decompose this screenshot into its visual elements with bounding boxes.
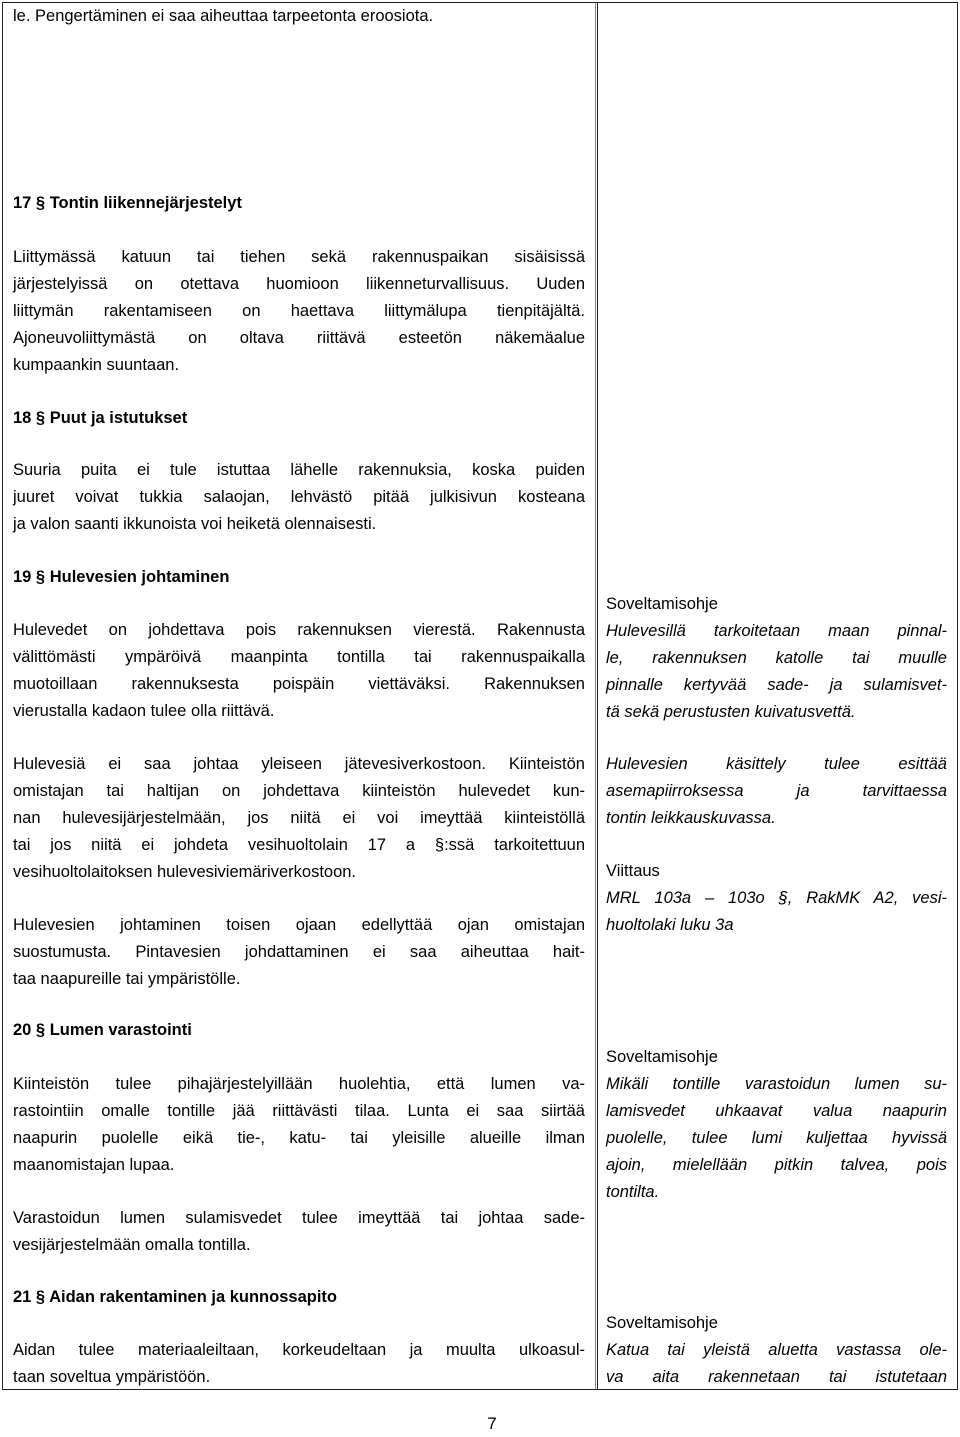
section-19-line: muotoillaan rakennuksesta poispäin viettäväksi. Rakennuksen	[13, 675, 585, 693]
section-19-line: suostumusta. Pintavesien johdattaminen ei saa aiheuttaa hait-	[13, 943, 585, 961]
page-number: 7	[487, 1414, 497, 1433]
section-17-line: Liittymässä katuun tai tiehen sekä rakennuspaikan sisäisissä	[13, 248, 585, 266]
section-17-line: järjestelyissä on otettava huomioon liikenneturvallisuus. Uuden	[13, 275, 585, 293]
side-note-label: Viittaus	[606, 862, 660, 880]
section-19-line: Hulevedet on johdettava pois rakennuksen vierestä. Rakennusta	[13, 621, 585, 639]
section-19-heading: 19 § Hulevesien johtaminen	[13, 568, 230, 586]
section-19-line: vierustalla kadaon tulee olla riittävä.	[13, 702, 275, 720]
section-17-line: kumpaankin suuntaan.	[13, 356, 180, 374]
section-19-line: vesihuoltolaitoksen hulevesiviemäriverkostoon.	[13, 863, 357, 881]
section-18-line: Suuria puita ei tule istuttaa lähelle rakennuksia, koska puiden	[13, 461, 585, 479]
section-19-line: omistajan tai haltijan on johdettava kiinteistön hulevedet kun-	[13, 782, 585, 800]
section-19-line: nan hulevesijärjestelmään, jos niitä ei voi imeyttää kiinteistöllä	[13, 809, 585, 827]
side-note-line: asemapiirroksessa ja tarvittaessa	[606, 782, 947, 800]
section-18-heading: 18 § Puut ja istutukset	[13, 409, 188, 427]
section-20-line: Varastoidun lumen sulamisvedet tulee imeyttää tai johtaa sade-	[13, 1209, 585, 1227]
section-21-heading: 21 § Aidan rakentaminen ja kunnossapito	[13, 1288, 337, 1306]
section-17-heading: 17 § Tontin liikennejärjestelyt	[13, 194, 242, 212]
section-20-line: Kiinteistön tulee pihajärjestelyillään huolehtia, että lumen va-	[13, 1075, 585, 1093]
section-20-heading: 20 § Lumen varastointi	[13, 1021, 192, 1039]
section-19-line: välittömästi ympäröivä maanpinta tontilla tai rakennuspaikalla	[13, 648, 585, 666]
side-note-label: Soveltamisohje	[606, 1314, 718, 1332]
section-20-line: vesijärjestelmään omalla tontilla.	[13, 1236, 251, 1254]
section-19-line: Hulevesiä ei saa johtaa yleiseen jätevesiverkostoon. Kiinteistön	[13, 755, 585, 773]
side-note-line: huoltolaki luku 3a	[606, 916, 734, 934]
side-note-line: Hulevesien käsittely tulee esittää	[606, 755, 947, 773]
side-note-line: ajoin, mielellään pitkin talvea, pois	[606, 1156, 947, 1174]
side-note-line: tontilta.	[606, 1183, 660, 1201]
side-note-label: Soveltamisohje	[606, 1048, 718, 1066]
side-note-line: Hulevesillä tarkoitetaan maan pinnal-	[606, 622, 947, 640]
side-note-line: tä sekä perustusten kuivatusvettä.	[606, 703, 856, 721]
section-19-line: taa naapureille tai ympäristölle.	[13, 970, 241, 988]
section-21-line: Aidan tulee materiaaleiltaan, korkeudeltaan ja muulta ulkoasul-	[13, 1341, 585, 1359]
side-note-line: MRL 103a – 103o §, RakMK A2, vesi-	[606, 889, 947, 907]
side-note-line: le, rakennuksen katolle tai muulle	[606, 649, 947, 667]
side-note-label: Soveltamisohje	[606, 595, 718, 613]
section-19-line: Hulevesien johtaminen toisen ojaan edellyttää ojan omistajan	[13, 916, 585, 934]
section-17-line: Ajoneuvoliittymästä on oltava riittävä esteetön näkemäalue	[13, 329, 585, 347]
section-21-line: taan soveltua ympäristöön.	[13, 1368, 211, 1386]
section-19-line: tai jos niitä ei johdeta vesihuoltolain 17 a §:ssä tarkoitettuun	[13, 836, 585, 854]
section-17-line: liittymän rakentamiseen on haettava liittymälupa tienpitäjältä.	[13, 302, 585, 320]
side-note-line: Katua tai yleistä aluetta vastassa ole-	[606, 1341, 947, 1359]
section-20-line: naapurin puolelle eikä tie-, katu- tai yleisille alueille ilman	[13, 1129, 585, 1147]
side-note-line: tontin leikkauskuvassa.	[606, 809, 776, 827]
section-20-line: maanomistajan lupaa.	[13, 1156, 175, 1174]
side-note-line: va aita rakennetaan tai istutetaan	[606, 1368, 947, 1386]
section-18-line: juuret voivat tukkia salaojan, lehvästö pitää julkisivun kosteana	[13, 488, 585, 506]
side-note-line: pinnalle kertyvää sade- ja sulamisvet-	[606, 676, 947, 694]
side-note-line: lamisvedet uhkaavat valua naapurin	[606, 1102, 947, 1120]
column-divider-inner	[595, 3, 596, 1389]
side-note-line: Mikäli tontille varastoidun lumen su-	[606, 1075, 947, 1093]
section-18-line: ja valon saanti ikkunoista voi heiketä olennaisesti.	[13, 515, 377, 533]
column-divider	[597, 3, 598, 1389]
side-note-line: puolelle, tulee lumi kuljettaa hyvissä	[606, 1129, 947, 1147]
section-20-line: rastointiin omalle tontille jää riittävästi tilaa. Lunta ei saa siirtää	[13, 1102, 585, 1120]
intro-fragment: le. Pengertäminen ei saa aiheuttaa tarpeetonta eroosiota.	[13, 7, 434, 25]
